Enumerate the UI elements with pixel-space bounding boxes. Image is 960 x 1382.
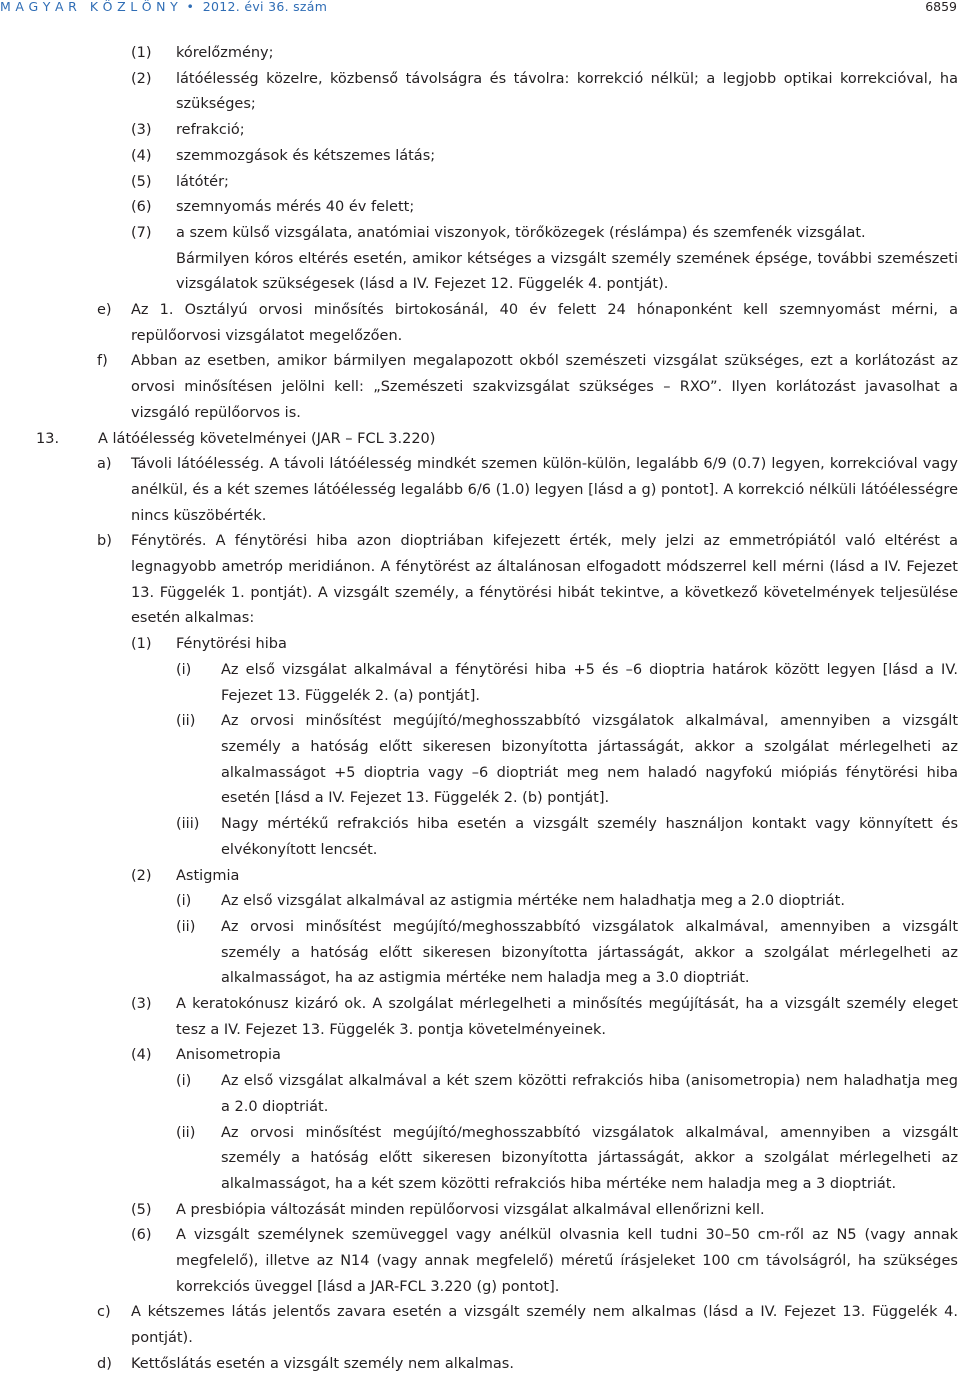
- section-heading: [36, 427, 958, 453]
- item-label: (4): [131, 1047, 152, 1064]
- item-text: Az orvosi minősítést megújító/meghosszabbító vizsgálatok alkalmával, amennyiben a vizsgált személy a hatóság előtt sikeresen bizonyította jártasságát, akkor a szolgálat mérlegelheti az alkalmasságot, ha a két szem közötti refrakciós hiba mértéke nem haladja meg a 3 dioptriát.: [221, 1124, 958, 1192]
- item-label: (ii): [176, 713, 196, 730]
- item-text: látótér;: [176, 173, 229, 190]
- item-text: refrakció;: [176, 122, 245, 139]
- item-label: (iii): [176, 816, 200, 833]
- list-item: [176, 658, 958, 709]
- item-label: (1): [131, 45, 152, 61]
- item-text: Anisometropia: [176, 1047, 281, 1064]
- item-text: Fénytörési hiba: [176, 636, 287, 653]
- list-item: [131, 67, 958, 118]
- list-item: [131, 632, 958, 658]
- list-item: [131, 195, 958, 221]
- list-item: [176, 889, 958, 915]
- item-label: (i): [176, 1073, 192, 1090]
- item-label: (i): [176, 661, 192, 678]
- document-body: [0, 41, 960, 1378]
- list-item: [97, 452, 958, 529]
- item-text: látóélesség közelre, közbenső távolságra és távolra: korrekció nélkül; a legjobb optikai korrekcióval, ha szükséges;: [176, 70, 958, 113]
- item-text: szemmozgások és kétszemes látás;: [176, 147, 436, 164]
- paragraph: [176, 247, 958, 298]
- item-text: A kétszemes látás jelentős zavara esetén a vizsgált személy nem alkalmas (lásd a IV. Fejezet 13. Függelék 4. pontját).: [131, 1304, 958, 1347]
- item-label: f): [97, 353, 108, 370]
- item-text: Távoli látóélesség. A távoli látóélesség mindkét szemen külön-külön, legalább 6/9 (0.7) legyen, korrekcióval vagy anélkül, és a két szemes látóélesség legalább 6/6 (1.0) legyen [lásd a g) pontot]. A korrekció nélküli látóélességre nincs küszöbérték.: [131, 456, 958, 524]
- list-item: [131, 1223, 958, 1300]
- list-item: [131, 144, 958, 170]
- list-item: [131, 864, 958, 890]
- item-label: (3): [131, 996, 152, 1013]
- item-text: kórelőzmény;: [176, 45, 274, 61]
- page-header: [0, 0, 960, 16]
- item-label: (6): [131, 199, 152, 216]
- item-label: (1): [131, 636, 152, 653]
- item-text: Kettőslátás esetén a vizsgált személy nem alkalmas.: [131, 1355, 514, 1372]
- item-label: (2): [131, 70, 152, 87]
- item-label: e): [97, 302, 112, 319]
- item-label: (5): [131, 1201, 152, 1218]
- list-item: [176, 1121, 958, 1198]
- item-label: (4): [131, 147, 152, 164]
- item-text: Astigmia: [176, 867, 240, 884]
- list-item: [97, 1352, 958, 1378]
- list-item: [97, 298, 958, 349]
- item-label: (ii): [176, 1124, 196, 1141]
- item-text: Fénytörés. A fénytörési hiba azon dioptriában kifejezett érték, mely jelzi az emmetrópiától való eltérést a legnagyobb ametróp meridiánon. A fénytörést az általánosan elfogadott módszerrel kell mérni (lásd a IV. Fejezet 13. Függelék 1. pontját). A vizsgált személy, a fénytörési hibát tekintve, a következő követelmények teljesülése esetén alkalmas:: [131, 533, 958, 627]
- list-item: [131, 118, 958, 144]
- list-item: [97, 1300, 958, 1351]
- item-text: Az 1. Osztályú orvosi minősítés birtokosánál, 40 év felett 24 hónaponként kell szemnyomást mérni, a repülőorvosi vizsgálatot megelőzően.: [131, 302, 958, 344]
- section-title: A látóélesség követelményei (JAR – FCL 3.220): [98, 430, 436, 447]
- item-text: A presbiópia változását minden repülőorvosi vizsgálat alkalmával ellenőrizni kell.: [176, 1201, 765, 1218]
- item-label: a): [97, 456, 112, 473]
- list-item: [97, 349, 958, 426]
- item-text: szemnyomás mérés 40 év felett;: [176, 199, 415, 216]
- item-label: (2): [131, 867, 152, 884]
- item-text: Az orvosi minősítést megújító/meghosszabbító vizsgálatok alkalmával, amennyiben a vizsgált személy a hatóság előtt sikeresen bizonyította jártasságát, akkor a szolgálat mérlegelheti az alkalmasságot +5 dioptria vagy –6 dioptriát meg nem haladó nagyfokú miópiás fénytörési hiba esetén [lásd a IV. Fejezet 13. Függelék 2. (b) pontját].: [221, 713, 958, 807]
- item-label: (7): [131, 224, 152, 241]
- item-text: A keratokónusz kizáró ok. A szolgálat mérlegelheti a minősítés megújítását, ha a vizsgált személy eleget tesz a IV. Fejezet 13. Függelék 3. pontja követelményeinek.: [176, 996, 958, 1038]
- page-number: 6859: [925, 0, 957, 14]
- item-label: (5): [131, 173, 152, 190]
- list-item: [131, 992, 958, 1043]
- item-label: (ii): [176, 918, 196, 935]
- item-label: (3): [131, 122, 152, 139]
- list-item: [131, 170, 958, 196]
- item-text: Az első vizsgálat alkalmával a két szem közötti refrakciós hiba (anisometropia) nem haladhatja meg a 2.0 dioptriát.: [221, 1073, 958, 1115]
- publication-title: M A G Y A R K Ö Z L Ö N Y • 2012. évi 36. szám: [0, 0, 328, 14]
- item-text: Nagy mértékű refrakciós hiba esetén a vizsgált személy használjon kontakt vagy könnyített és elvékonyított lencsét.: [221, 816, 958, 858]
- item-label: d): [97, 1355, 112, 1372]
- list-item: [176, 812, 958, 863]
- item-text: Az orvosi minősítést megújító/meghosszabbító vizsgálatok alkalmával, amennyiben a vizsgált személy a hatóság előtt sikeresen bizonyította jártasságát, akkor a szolgálat mérlegelheti az alkalmasságot, ha az astigmia mértéke nem haladja meg a 3.0 dioptriát.: [221, 918, 958, 987]
- list-item: [176, 1069, 958, 1120]
- item-label: c): [97, 1304, 111, 1321]
- paragraph-text: Bármilyen kóros eltérés esetén, amikor kétséges a vizsgált személy szemének épsége, további szemészeti vizsgálatok szükségesek (lásd a IV. Fejezet 12. Függelék 4. pontját).: [176, 250, 958, 293]
- list-item: [131, 1043, 958, 1069]
- list-item: [176, 709, 958, 812]
- item-text: A vizsgált személynek szemüveggel vagy anélkül olvasnia kell tudni 30–50 cm-ről az N5 (vagy annak megfelelő), illetve az N14 (vagy annak megfelelő) méretű írásjeleket 100 cm távolságról, ha szükséges korrekciós üveggel [lásd a JAR-FCL 3.220 (g) pontot].: [176, 1227, 958, 1295]
- list-item: [97, 529, 958, 632]
- list-item: [131, 1198, 958, 1224]
- item-label: b): [97, 533, 112, 550]
- item-text: Abban az esetben, amikor bármilyen megalapozott okból szemészeti vizsgálat szükséges, ezt a korlátozást az orvosi minősítésen jelölni kell: „Szemészeti szakvizsgálat szükséges – RXO”. Ilyen korlátozást javasolhat a vizsgáló repülőorvos is.: [131, 353, 958, 421]
- item-text: Az első vizsgálat alkalmával a fénytörési hiba +5 és –6 dioptria határok között legyen [lásd a IV. Fejezet 13. Függelék 2. (a) pontját].: [221, 661, 958, 704]
- item-text: Az első vizsgálat alkalmával az astigmia mértéke nem haladhatja meg a 2.0 dioptriát.: [221, 893, 845, 910]
- item-label: (6): [131, 1227, 152, 1244]
- list-item: [131, 41, 958, 67]
- section-number: 13.: [36, 430, 60, 447]
- item-text: a szem külső vizsgálata, anatómiai viszonyok, törőközegek (réslámpa) és szemfenék vizsgálat.: [176, 224, 866, 241]
- list-item: [176, 915, 958, 992]
- list-item: [131, 221, 958, 247]
- item-label: (i): [176, 893, 192, 910]
